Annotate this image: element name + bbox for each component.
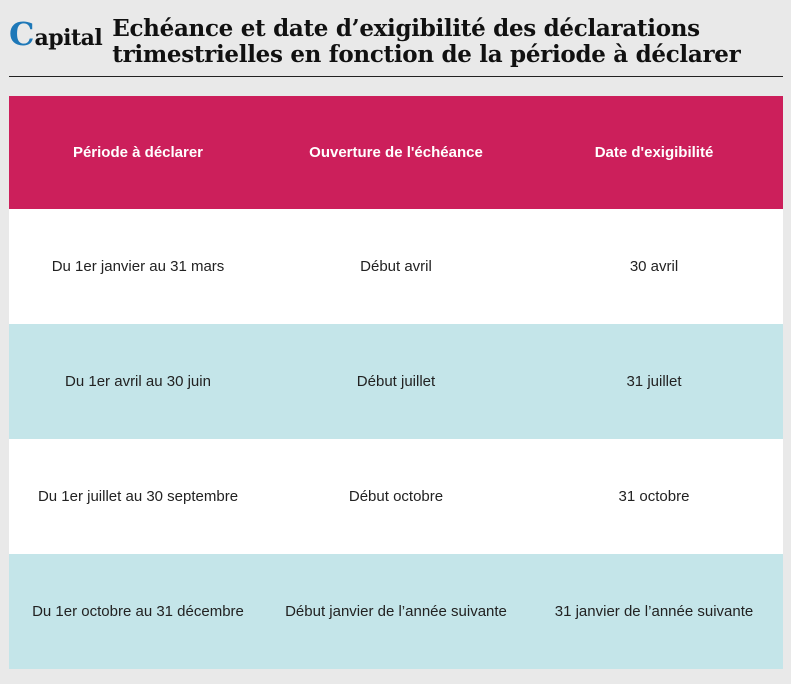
cell-periode: Du 1er juillet au 30 septembre <box>37 488 239 505</box>
cell-exigibilite: 31 juillet <box>626 373 682 390</box>
logo-wordmark: apital <box>34 25 103 51</box>
cell-ouverture: Début janvier de l’année suivante <box>285 603 507 620</box>
column-header-ouverture: Ouverture de l'échéance <box>309 144 483 161</box>
title-line-1: Echéance et date d’exigibilité des déclarations <box>112 15 700 42</box>
cell-periode: Du 1er avril au 30 juin <box>65 373 211 390</box>
cell-ouverture: Début avril <box>360 258 432 275</box>
table-row <box>9 554 783 669</box>
column-header-exigibilite: Date d'exigibilité <box>594 144 714 161</box>
title-line-2: trimestrielles en fonction de la période à déclarer <box>112 41 741 68</box>
column-header-periode: Période à déclarer <box>72 144 204 161</box>
capital-logo <box>9 15 103 53</box>
title-divider <box>9 76 783 77</box>
cell-ouverture: Début juillet <box>356 373 436 390</box>
cell-periode: Du 1er octobre au 31 décembre <box>32 603 244 620</box>
table-row <box>9 209 783 324</box>
cell-exigibilite: 30 avril <box>629 258 679 275</box>
table-header-row <box>9 96 783 209</box>
page-title <box>112 16 740 68</box>
cell-periode: Du 1er janvier au 31 mars <box>51 258 225 275</box>
table-row <box>9 324 783 439</box>
cell-exigibilite: 31 janvier de l’année suivante <box>554 603 754 620</box>
page-header <box>9 12 783 76</box>
table-row <box>9 439 783 554</box>
cell-ouverture: Début octobre <box>348 488 444 505</box>
declarations-table <box>9 96 783 669</box>
logo-initial: C <box>9 15 35 53</box>
cell-exigibilite: 31 octobre <box>618 488 690 505</box>
